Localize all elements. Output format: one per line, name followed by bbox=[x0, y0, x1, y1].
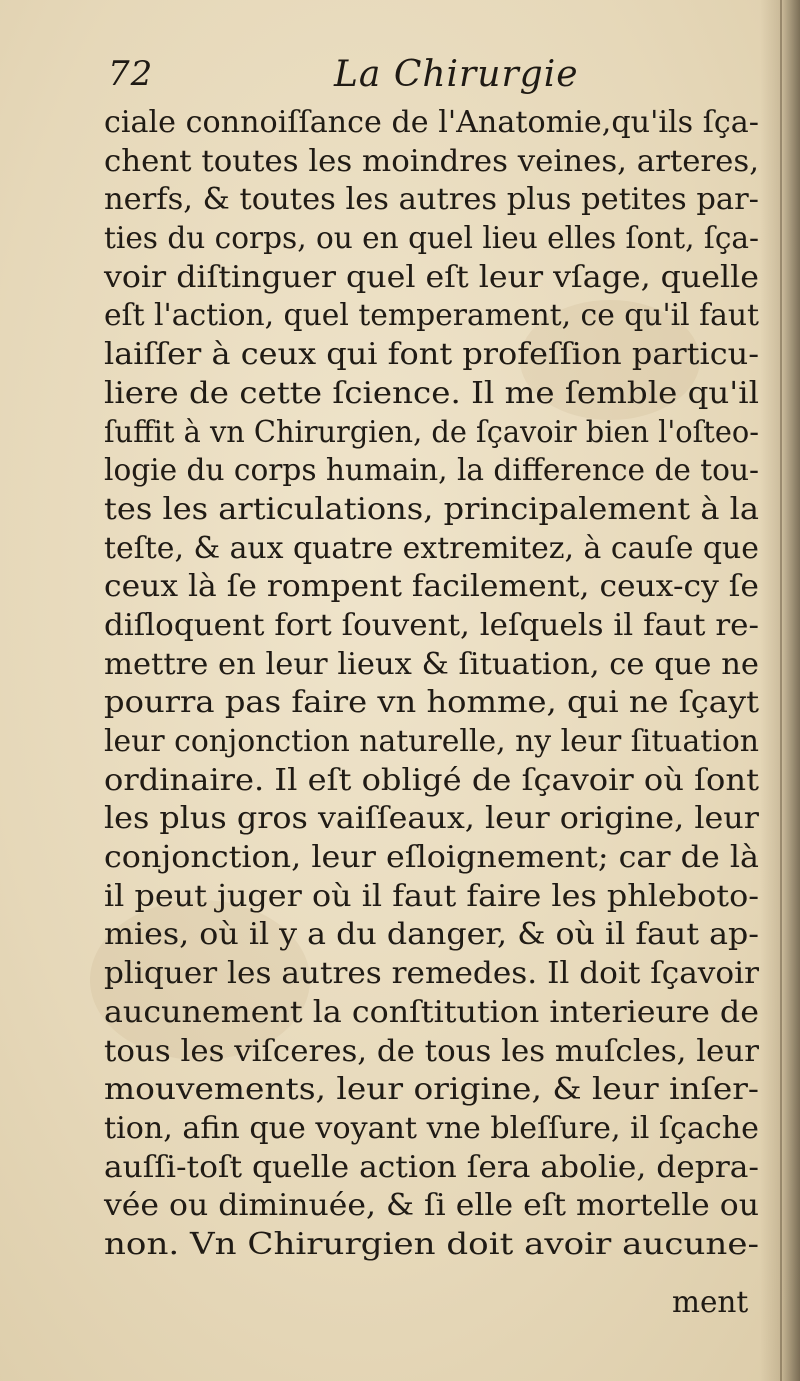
text-line-content: teſte, & aux quatre extremitez, à cauſe que bbox=[104, 530, 759, 565]
text-line bbox=[104, 335, 764, 374]
text-line-content: les plus gros vaiſſeaux, leur origine, leur bbox=[104, 801, 759, 836]
text-line-content: tous les viſceres, de tous les muſcles, leur bbox=[104, 1033, 759, 1068]
text-line bbox=[104, 645, 764, 684]
text-line bbox=[104, 490, 764, 529]
text-line-content: ties du corps, ou en quel lieu elles ſont, ſça- bbox=[104, 221, 759, 256]
text-line-content: mouvements, leur origine, & leur inſer- bbox=[104, 1072, 760, 1107]
text-line-content: logie du corps humain, la difference de tou- bbox=[104, 453, 759, 488]
text-line bbox=[104, 296, 764, 335]
text-line bbox=[104, 103, 764, 142]
text-line bbox=[104, 1070, 764, 1109]
text-line bbox=[104, 567, 764, 606]
text-line bbox=[104, 877, 764, 916]
text-line bbox=[104, 1186, 764, 1225]
text-line bbox=[104, 1109, 764, 1148]
text-line bbox=[104, 1148, 764, 1187]
page-number: 72 bbox=[108, 54, 154, 94]
text-line-content: non. Vn Chirurgien doit avoir aucune- bbox=[104, 1226, 759, 1261]
text-line-content: il peut juger où il faut faire les phleboto- bbox=[104, 878, 759, 913]
text-line-content: leur conjonction naturelle, ny leur ſituation bbox=[104, 724, 759, 758]
text-line-content: mettre en leur lieux & ſituation, ce que ne bbox=[104, 646, 759, 681]
text-line bbox=[104, 1032, 764, 1071]
text-line bbox=[104, 413, 764, 452]
text-line bbox=[104, 915, 764, 954]
text-line bbox=[104, 258, 764, 297]
text-line-content: nerfs, & toutes les autres plus petites par- bbox=[104, 182, 760, 217]
text-line bbox=[104, 180, 764, 219]
text-line-content: auſſi-toſt quelle action ſera abolie, depra- bbox=[104, 1149, 759, 1184]
body-text bbox=[104, 103, 764, 1264]
text-line bbox=[104, 683, 764, 722]
text-line-content: tes les articulations, principalement à la bbox=[104, 491, 759, 526]
text-line-content: pourra pas faire vn homme, qui ne ſçayt bbox=[104, 685, 759, 720]
text-line bbox=[104, 1225, 764, 1264]
text-line-content: eſt l'action, quel temperament, ce qu'il faut bbox=[104, 298, 759, 333]
text-line-content: tion, afin que voyant vne bleſſure, il ſçache bbox=[104, 1110, 759, 1145]
text-line bbox=[104, 993, 764, 1032]
text-line-content: ordinaire. Il eſt obligé de ſçavoir où ſont bbox=[104, 762, 759, 797]
text-line-content: ceux là ſe rompent facilement, ceux-cy ſe bbox=[104, 569, 759, 604]
text-line bbox=[104, 219, 764, 258]
text-line bbox=[104, 761, 764, 800]
text-line bbox=[104, 529, 764, 568]
text-line-content: ſuffit à vn Chirurgien, de ſçavoir bien l'oſteo- bbox=[104, 414, 759, 449]
text-line-content: pliquer les autres remedes. Il doit ſçavoir bbox=[104, 956, 759, 991]
text-line-content: voir diſtinguer quel eſt leur vſage, quelle bbox=[104, 259, 759, 294]
catchword: ment bbox=[672, 1285, 749, 1319]
text-line-content: liere de cette ſcience. Il me ſemble qu'il bbox=[104, 375, 759, 410]
text-line-content: laiſſer à ceux qui font profeſſion particu- bbox=[104, 337, 759, 372]
text-line bbox=[104, 722, 764, 761]
page-edge bbox=[780, 0, 782, 1381]
text-line bbox=[104, 451, 764, 490]
text-line-content: diſloquent fort ſouvent, leſquels il faut re- bbox=[104, 607, 759, 642]
text-line bbox=[104, 954, 764, 993]
text-line-content: aucunement la conſtitution interieure de bbox=[104, 994, 759, 1029]
text-line-content: chent toutes les moindres veines, arteres, bbox=[104, 143, 759, 178]
running-title: La Chirurgie bbox=[334, 54, 579, 95]
text-line bbox=[104, 799, 764, 838]
page-header bbox=[104, 54, 764, 100]
text-line-content: conjonction, leur eſloignement; car de là bbox=[104, 840, 760, 875]
text-line bbox=[104, 374, 764, 413]
text-line bbox=[104, 142, 764, 181]
text-line-content: ciale connoiſſance de l'Anatomie,qu'ils ſça- bbox=[104, 105, 759, 139]
text-line bbox=[104, 838, 764, 877]
text-line bbox=[104, 606, 764, 645]
text-line-content: mies, où il y a du danger, & où il faut ap- bbox=[104, 917, 759, 952]
text-line-content: vée ou diminuée, & ſi elle eſt mortelle ou bbox=[104, 1188, 759, 1223]
